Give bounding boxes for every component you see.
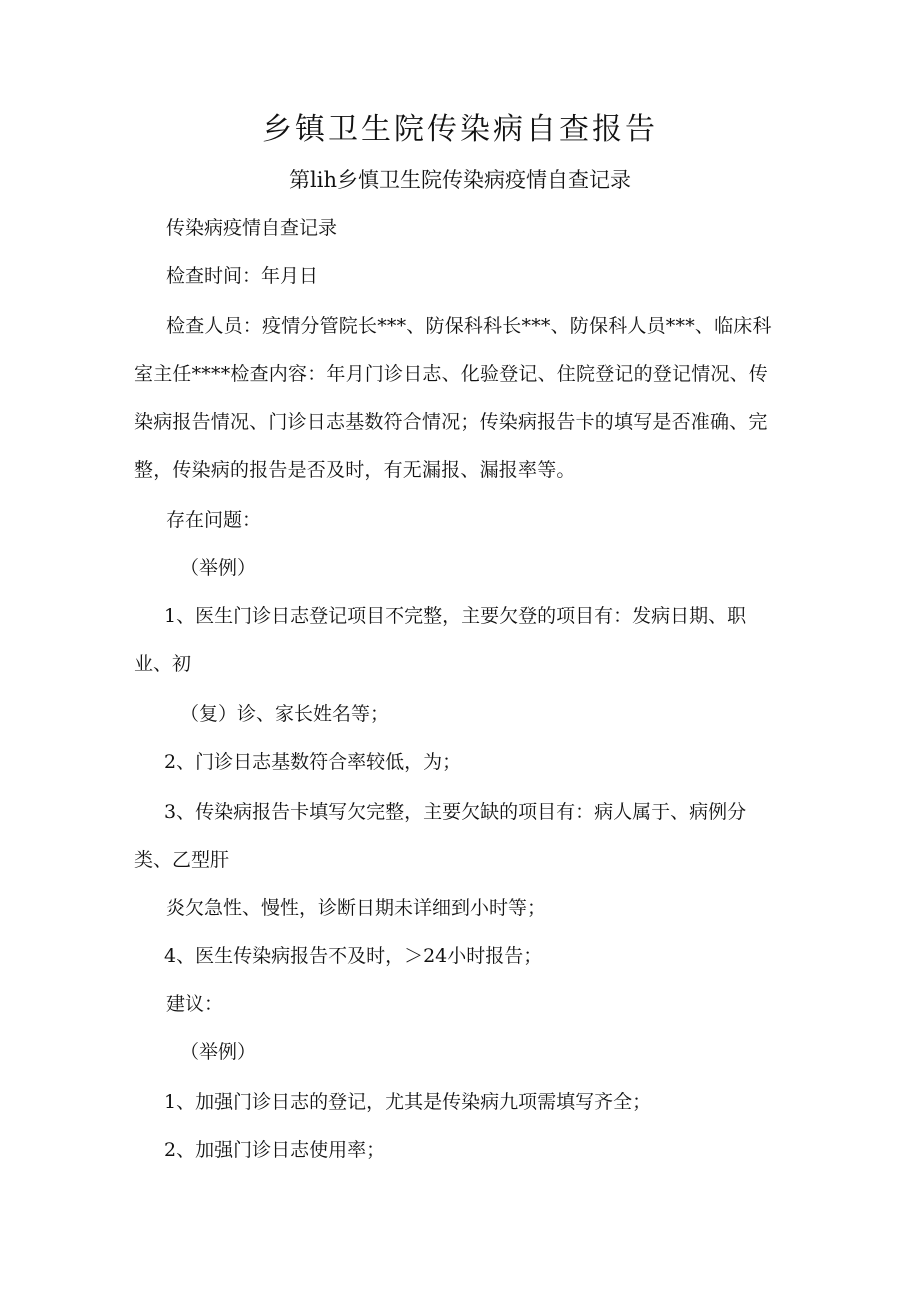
personnel-and-content-paragraph: 检查人员：疫情分管院长***、防保科科长***、防保科人员***、临床科室主任****检查内容：年月门诊日志、化验登记、住院登记的登记情况、传染病报告情况、门诊日志基数符合情况；传染病报告卡的填写是否准确、完整，传染病的报告是否及时，有无漏报、漏报率等。 bbox=[134, 315, 772, 481]
document-subtitle: 第lih乡慎卫生院传染病疫情自查记录 bbox=[289, 168, 631, 192]
problem-1-line-a: 1、医生门诊日志登记项目不完整，主要欠登的项目有：发病日期、职业、初 bbox=[134, 605, 747, 675]
problem-3-line-a: 3、传染病报告卡填写欠完整，主要欠缺的项目有：病人属于、病例分类、乙型肝 bbox=[134, 801, 747, 871]
problem-2: 2、门诊日志基数符合率较低，为； bbox=[164, 751, 462, 773]
problem-4: 4、医生传染病报告不及时，＞24小时报告； bbox=[164, 945, 543, 967]
suggestion-2: 2、加强门诊日志使用率； bbox=[164, 1139, 386, 1161]
check-time: 检查时间：年月日 bbox=[166, 265, 319, 287]
section-heading: 传染病疫情自查记录 bbox=[166, 217, 338, 239]
document-title: 乡镇卫生院传染病自查报告 bbox=[262, 112, 658, 147]
suggestions-label: 建议： bbox=[166, 993, 224, 1015]
suggestion-1: 1、加强门诊日志的登记，尤其是传染病九项需填写齐全； bbox=[164, 1091, 652, 1113]
example-label-suggestions: （举例） bbox=[180, 1041, 257, 1063]
problem-1-line-b: （复）诊、家长姓名等； bbox=[180, 703, 390, 725]
problem-3-line-b: 炎欠急性、慢性，诊断日期未详细到小时等； bbox=[166, 897, 547, 919]
example-label-problems: （举例） bbox=[180, 557, 257, 579]
problems-label: 存在问题： bbox=[166, 509, 262, 531]
